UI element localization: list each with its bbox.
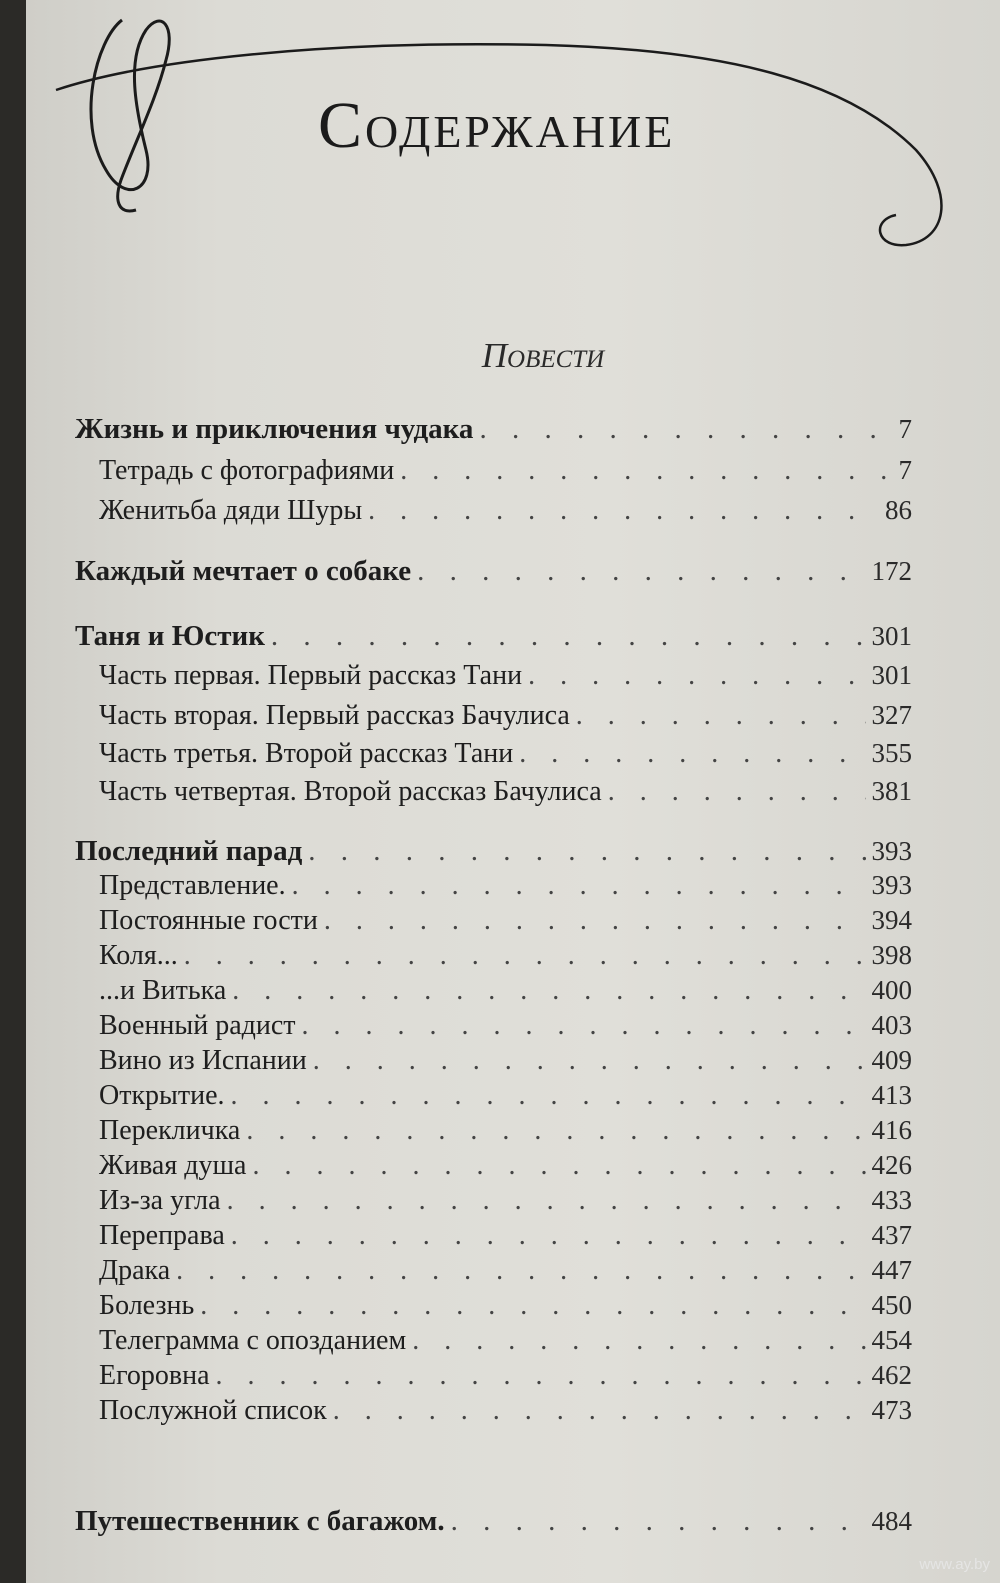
page-title: Содержание xyxy=(318,89,676,162)
dot-leader xyxy=(227,1185,866,1217)
toc-page-number: 394 xyxy=(871,905,912,935)
toc-page-number: 301 xyxy=(871,621,912,651)
toc-entry-title: Болезнь xyxy=(99,1290,195,1321)
toc-entry-title: Жизнь и приключения чудака xyxy=(75,413,474,445)
toc-main-entry xyxy=(75,413,912,446)
dot-leader xyxy=(232,975,865,1007)
toc-sub-entry xyxy=(99,1220,912,1252)
dot-leader xyxy=(368,495,879,527)
toc-page-number: 86 xyxy=(885,495,912,525)
toc-sub-entry xyxy=(99,1395,912,1427)
dot-leader xyxy=(308,835,865,868)
watermark: www.ay.by xyxy=(919,1556,990,1573)
dot-leader xyxy=(400,455,892,487)
toc-page-number: 301 xyxy=(871,660,912,690)
dot-leader xyxy=(246,1115,865,1147)
dot-leader xyxy=(528,660,865,692)
toc-main-entry xyxy=(75,555,912,588)
toc-sub-entry xyxy=(99,1080,912,1112)
toc-page-number: 403 xyxy=(871,1010,912,1040)
toc-page-number: 398 xyxy=(871,940,912,970)
toc-entry-title: Живая душа xyxy=(99,1150,247,1181)
toc-page-number: 7 xyxy=(898,455,912,485)
dot-leader xyxy=(200,1290,865,1322)
toc-sub-entry xyxy=(99,975,912,1007)
toc-sub-entry xyxy=(99,455,912,487)
dot-leader xyxy=(231,1080,866,1112)
toc-sub-entry xyxy=(99,776,912,808)
toc-page-number: 447 xyxy=(871,1255,912,1285)
toc-entry-title: Часть первая. Первый рассказ Тани xyxy=(99,660,523,691)
toc-entry-title: Постоянные гости xyxy=(99,905,318,936)
toc-sub-entry xyxy=(99,1360,912,1392)
toc-sub-entry xyxy=(99,1290,912,1322)
toc-page-number: 462 xyxy=(871,1360,912,1390)
dot-leader xyxy=(333,1395,866,1427)
toc-page-number: 484 xyxy=(871,1506,912,1536)
dot-leader xyxy=(324,905,866,937)
dot-leader xyxy=(271,620,866,653)
toc-sub-entry xyxy=(99,1045,912,1077)
toc-entry-title: Часть четвертая. Второй рассказ Бачулиса xyxy=(99,776,602,807)
dot-leader xyxy=(608,776,866,808)
toc-sub-entry xyxy=(99,1115,912,1147)
toc-entry-title: Представление. xyxy=(99,870,286,901)
toc-sub-entry xyxy=(99,870,912,902)
toc-page-number: 393 xyxy=(871,836,912,866)
dot-leader xyxy=(412,1325,865,1357)
toc-page-number: 454 xyxy=(871,1325,912,1355)
dot-leader xyxy=(313,1045,866,1077)
toc-page-number: 400 xyxy=(871,975,912,1005)
toc-page-number: 327 xyxy=(871,700,912,730)
dot-leader xyxy=(576,700,866,732)
toc-entry-title: Егоровна xyxy=(99,1360,210,1391)
toc-entry-title: Тетрадь с фотографиями xyxy=(99,455,395,486)
toc-sub-entry xyxy=(99,1185,912,1217)
toc-sub-entry xyxy=(99,1010,912,1042)
toc-entry-title: Коля... xyxy=(99,940,178,971)
toc-page-number: 433 xyxy=(871,1185,912,1215)
toc-entry-title: Послужной список xyxy=(99,1395,327,1426)
toc-entry-title: Часть вторая. Первый рассказ Бачулиса xyxy=(99,700,570,731)
toc-sub-entry xyxy=(99,738,912,770)
toc-sub-entry xyxy=(99,1325,912,1357)
toc-sub-entry xyxy=(99,905,912,937)
book-page xyxy=(26,0,1000,1583)
toc-entry-title: Открытие. xyxy=(99,1080,225,1111)
dot-leader xyxy=(519,738,865,770)
toc-page-number: 172 xyxy=(871,556,912,586)
toc-entry-title: Каждый мечтает о собаке xyxy=(75,555,412,587)
toc-entry-title: ...и Витька xyxy=(99,975,227,1006)
toc-sub-entry xyxy=(99,660,912,692)
toc-sub-entry xyxy=(99,1255,912,1287)
toc-entry-title: Перекличка xyxy=(99,1115,241,1146)
toc-page-number: 355 xyxy=(871,738,912,768)
toc-entry-title: Вино из Испании xyxy=(99,1045,307,1076)
toc-entry-title: Таня и Юстик xyxy=(75,620,265,652)
toc-main-entry xyxy=(75,620,912,653)
toc-sub-entry xyxy=(99,940,912,972)
toc-page-number: 426 xyxy=(871,1150,912,1180)
toc-page-number: 409 xyxy=(871,1045,912,1075)
dot-leader xyxy=(216,1360,866,1392)
toc-page-number: 413 xyxy=(871,1080,912,1110)
toc-entry-title: Переправа xyxy=(99,1220,225,1251)
toc-entry-title: Из-за угла xyxy=(99,1185,221,1216)
toc-sub-entry xyxy=(99,700,912,732)
toc-page-number: 381 xyxy=(871,776,912,806)
toc-page-number: 416 xyxy=(871,1115,912,1145)
dot-leader xyxy=(176,1255,865,1287)
dot-leader xyxy=(292,870,866,902)
dot-leader xyxy=(231,1220,866,1252)
dot-leader xyxy=(451,1505,866,1538)
toc-sub-entry xyxy=(99,495,912,527)
toc-entry-title: Путешественник с багажом. xyxy=(75,1505,445,1537)
toc-page-number: 450 xyxy=(871,1290,912,1320)
toc-entry-title: Женитьба дяди Шуры xyxy=(99,495,363,526)
toc-page-number: 393 xyxy=(871,870,912,900)
toc-entry-title: Последний парад xyxy=(75,835,303,867)
dot-leader xyxy=(252,1150,865,1182)
section-title: Повести xyxy=(481,336,605,375)
dot-leader xyxy=(184,940,866,972)
toc-main-entry xyxy=(75,1505,912,1538)
toc-page-number: 7 xyxy=(898,414,912,444)
toc-sub-entry xyxy=(99,1150,912,1182)
toc-entry-title: Драка xyxy=(99,1255,171,1286)
toc-main-entry xyxy=(75,835,912,868)
dot-leader xyxy=(479,413,892,446)
toc-page-number: 473 xyxy=(871,1395,912,1425)
dot-leader xyxy=(417,555,865,588)
toc-entry-title: Часть третья. Второй рассказ Тани xyxy=(99,738,514,769)
dot-leader xyxy=(302,1010,866,1042)
toc-page-number: 437 xyxy=(871,1220,912,1250)
toc-entry-title: Военный радист xyxy=(99,1010,296,1041)
toc-entry-title: Телеграмма с опозданием xyxy=(99,1325,407,1356)
